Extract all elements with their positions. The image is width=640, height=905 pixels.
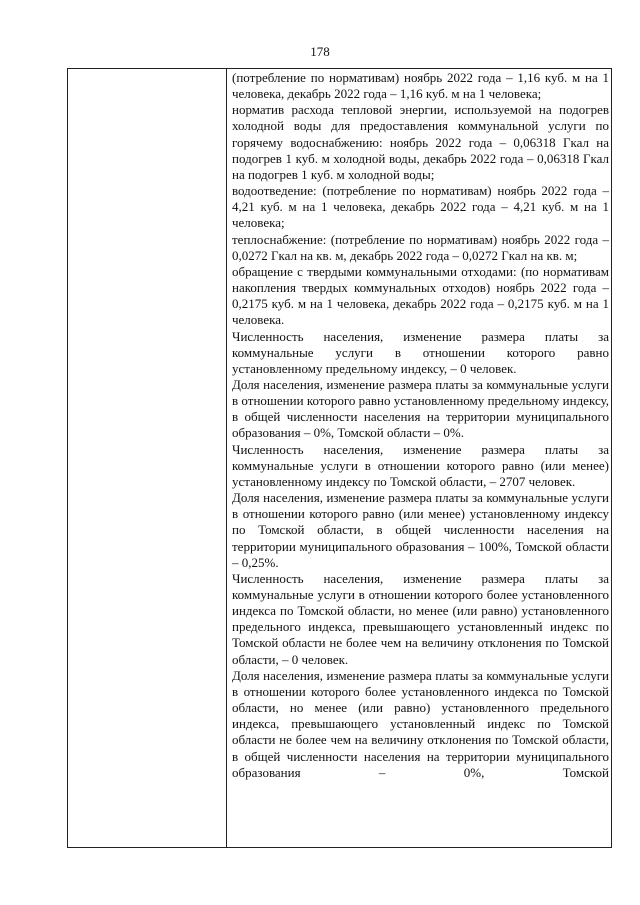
- paragraph-share-within-index: Доля населения, изменение размера платы за коммунальные услуги в отношении которого равно (или менее) установленному индексу по Томской области, в общей численности населения на территории муниципального образования – 100%, Томской области – 0,25%.: [232, 490, 609, 570]
- paragraph-heating-norms: теплоснабжение: (потребление по нормативам) ноябрь 2022 года – 0,0272 Гкал на кв. м, декабрь 2022 года – 0,0272 Гкал на кв. м;: [232, 231, 609, 263]
- paragraph-drainage-norms: водоотведение: (потребление по нормативам) ноябрь 2022 года – 4,21 куб. м на 1 человека, декабрь 2022 года – 4,21 куб. м на 1 человека;: [232, 183, 609, 231]
- paragraph-population-equal-limit: Численность населения, изменение размера платы за коммунальные услуги в отношении которого равно установленному предельному индексу, – 0 человек.: [232, 328, 609, 376]
- paragraph-population-within-index: Численность населения, изменение размера платы за коммунальные услуги в отношении которого равно (или менее) установленному индексу по Томской области, – 2707 человек.: [232, 441, 609, 489]
- paragraph-share-above-index: Доля населения, изменение размера платы за коммунальные услуги в отношении которого более установленного индекса по Томской области, но менее (или равно) установленного предельного индекса, превышающего установленный индекс по Томской области не более чем на величину отклонения по Томской области, в общей численности населения на территории муниципального образования – 0%, Томской: [232, 667, 609, 780]
- document-table: [67, 68, 612, 848]
- table-left-cell: [68, 69, 227, 847]
- paragraph-share-equal-limit: Доля населения, изменение размера платы за коммунальные услуги в отношении которого равно установленному предельному индексу, в общей численности населения на территории муниципального образования – 0%, Томской области – 0%.: [232, 376, 609, 441]
- paragraph-cold-water-norms: (потребление по нормативам) ноябрь 2022 года – 1,16 куб. м на 1 человека, декабрь 2022 года – 1,16 куб. м на 1 человека;: [232, 70, 609, 102]
- paragraph-heat-energy-norms: норматив расхода тепловой энергии, используемой на подогрев холодной воды для предоставления коммунальной услуги по горячему водоснабжению: ноябрь 2022 года – 0,06318 Гкал на подогрев 1 куб. м холодной воды, декабрь 2022 года – 0,06318 Гкал на подогрев 1 куб. м холодной воды;: [232, 102, 609, 182]
- paragraph-waste-norms: обращение с твердыми коммунальными отходами: (по нормативам накопления твердых коммунальных отходов) ноябрь 2022 года – 0,2175 куб. м на 1 человека, декабрь 2022 года – 0,2175 куб. м на 1 человека.: [232, 263, 609, 328]
- table-right-cell: [227, 69, 612, 847]
- page-number: 178: [310, 44, 330, 59]
- paragraph-population-above-index: Численность населения, изменение размера платы за коммунальные услуги в отношении которого более установленного индекса по Томской области, но менее (или равно) установленного предельного индекса, превышающего установленный индекс по Томской области не более чем на величину отклонения по Томской области, – 0 человек.: [232, 570, 609, 667]
